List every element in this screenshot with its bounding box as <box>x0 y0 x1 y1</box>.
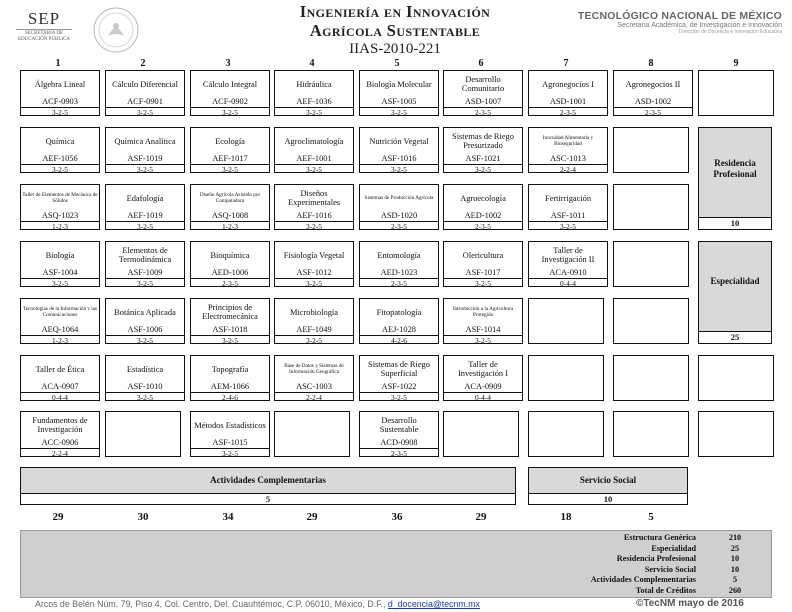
course-key: ASD-1001 <box>549 97 587 106</box>
course-credits: 2-3-5 <box>529 107 607 117</box>
course-name: Química Analítica <box>114 136 176 146</box>
course-key: ASQ-1023 <box>41 211 79 220</box>
course-name: Base de Datos y Sistemas de Información Geográfica <box>284 363 344 375</box>
course-credits: 3-2-5 <box>106 335 184 345</box>
course-name: Hidráulica <box>296 79 332 89</box>
course-credits: 2-3-5 <box>444 221 522 231</box>
course-name: Sistemas de Riego Superficial <box>368 360 430 378</box>
course-card <box>274 184 354 230</box>
course-key: ASF-1012 <box>296 268 332 277</box>
course-card <box>359 127 439 173</box>
course-name: Agronegocios II <box>625 79 681 89</box>
course-card <box>190 70 270 116</box>
course-credits: 3-2-5 <box>275 107 353 117</box>
course-key: ASF-1016 <box>381 154 417 163</box>
summary-value: 260 <box>728 586 742 595</box>
empty-slot <box>613 411 689 457</box>
semester-header: 2 <box>140 58 146 69</box>
actividades-title: Actividades Complementarias <box>210 475 326 485</box>
course-card <box>190 127 270 173</box>
sep-logo-sub2: EDUCACIÓN PÚBLICA <box>17 37 71 42</box>
course-name: Taller de Elementos de Mecánica de Sólidos <box>22 192 98 204</box>
summary-label: Estructura Genérica <box>623 533 696 542</box>
course-card <box>528 70 608 116</box>
course-name: Taller de Ética <box>35 364 85 374</box>
especialidad-title: Especialidad <box>710 276 760 286</box>
course-name: Diseño Agrícola Asistido por Computadora <box>199 192 261 204</box>
course-name: Taller de Investigación II <box>541 246 595 264</box>
course-name: Química <box>45 136 75 146</box>
course-name: Diseños Experimentales <box>287 189 341 207</box>
course-key: ASF-1010 <box>127 382 163 391</box>
course-key: ASF-1009 <box>127 268 163 277</box>
course-key: ASD-1002 <box>634 97 672 106</box>
course-card <box>274 355 354 401</box>
course-name: Sistemas de Riego Presurizado <box>452 132 514 150</box>
course-card <box>359 411 439 457</box>
residencia-credits: 10 <box>699 217 771 229</box>
course-card <box>20 411 100 457</box>
course-key: AEF-1049 <box>296 325 332 334</box>
empty-slot <box>698 70 774 116</box>
course-card <box>20 355 100 401</box>
course-name: Agroecología <box>460 193 506 203</box>
empty-slot <box>274 411 350 457</box>
course-name: Ecología <box>215 136 245 146</box>
course-name: Métodos Estadísticos <box>194 420 266 430</box>
course-name: Microbiología <box>290 307 338 317</box>
course-credits: 3-2-5 <box>106 278 184 288</box>
tecnm-header <box>552 10 782 35</box>
course-credits: 3-2-5 <box>191 107 269 117</box>
course-card <box>20 70 100 116</box>
course-key: ACC-0906 <box>41 438 79 447</box>
email-link[interactable]: d_docencia@tecnm.mx <box>387 599 480 609</box>
course-key: ASD-1007 <box>464 97 502 106</box>
course-card <box>443 70 523 116</box>
course-credits: 0-4-4 <box>529 278 607 288</box>
course-credits: 3-2-5 <box>21 164 99 174</box>
empty-slot <box>528 298 604 344</box>
empty-slot <box>613 184 689 230</box>
course-key: ASF-1006 <box>127 325 163 334</box>
course-key: ASF-1015 <box>212 438 248 447</box>
course-credits: 1-2-3 <box>21 221 99 231</box>
semester-header: 1 <box>55 58 61 69</box>
course-key: ACF-0903 <box>42 97 78 106</box>
course-card <box>105 127 185 173</box>
summary-value: 10 <box>730 554 740 564</box>
semester-total: 34 <box>222 511 234 523</box>
course-credits: 3-2-5 <box>106 107 184 117</box>
empty-slot <box>443 411 519 457</box>
empty-slot <box>528 355 604 401</box>
course-key: ACA-0909 <box>464 382 502 391</box>
summary-value: 10 <box>730 564 740 574</box>
course-name: Cálculo Integral <box>202 79 258 89</box>
course-credits: 3-2-5 <box>360 392 438 402</box>
course-card <box>20 241 100 287</box>
course-key: ASQ-1008 <box>211 211 249 220</box>
page-title <box>240 2 550 58</box>
semester-header: 7 <box>563 58 569 69</box>
course-key: ASF-1018 <box>212 325 248 334</box>
course-credits: 1-2-3 <box>191 221 269 231</box>
course-credits: 3-2-5 <box>275 221 353 231</box>
course-key: AED-1023 <box>380 268 418 277</box>
course-key: AEF-1001 <box>296 154 332 163</box>
semester-total: 30 <box>137 511 149 523</box>
course-key: AEM-1066 <box>210 382 250 391</box>
course-credits: 3-2-5 <box>360 107 438 117</box>
course-card <box>274 298 354 344</box>
course-credits: 2-3-5 <box>444 107 522 117</box>
tecnm-name: TECNOLÓGICO NACIONAL DE MÉXICO <box>577 10 782 22</box>
course-key: ACF-0902 <box>212 97 248 106</box>
course-card <box>105 298 185 344</box>
course-key: AEF-1036 <box>296 97 332 106</box>
course-name: Fundamentos de Investigación <box>32 416 88 434</box>
course-key: ACF-0901 <box>127 97 163 106</box>
course-card <box>443 127 523 173</box>
summary-label: Especialidad <box>651 543 696 553</box>
footer-address <box>35 599 480 609</box>
course-key: ASC-1003 <box>296 382 332 391</box>
summary-value: 210 <box>728 533 742 542</box>
semester-header: 6 <box>478 58 484 69</box>
course-key: ASF-1017 <box>465 268 501 277</box>
course-key: ACD-0908 <box>380 438 418 447</box>
summary-value: 5 <box>732 575 738 585</box>
course-card <box>105 70 185 116</box>
course-credits: 3-2-5 <box>444 335 522 345</box>
course-card <box>528 184 608 230</box>
course-credits: 3-2-5 <box>444 164 522 174</box>
course-card <box>443 241 523 287</box>
residencia-title: Residencia Profesional <box>713 158 757 179</box>
course-key: AEF-1017 <box>212 154 248 163</box>
course-name: Estadística <box>126 364 164 374</box>
course-card <box>190 411 270 457</box>
course-name: Fitopatología <box>376 307 422 317</box>
semester-header: 5 <box>394 58 400 69</box>
course-card <box>443 298 523 344</box>
course-name: Edafología <box>126 193 164 203</box>
course-name: Elementos de Termodinámica <box>118 246 172 264</box>
course-card <box>190 355 270 401</box>
empty-slot <box>698 411 774 457</box>
course-key: ASD-1020 <box>380 211 418 220</box>
course-credits: 1-2-3 <box>21 335 99 345</box>
course-card <box>20 298 100 344</box>
tecnm-secretaria: Secretaría Académica, de Investigación e Innovación <box>617 22 782 29</box>
semester-total: 29 <box>52 511 64 523</box>
course-key: ASC-1013 <box>550 154 586 163</box>
summary-label: Actividades Complementarias <box>590 575 696 585</box>
course-card <box>613 70 693 116</box>
semester-total: 36 <box>391 511 403 523</box>
course-credits: 3-2-5 <box>275 278 353 288</box>
course-card <box>359 70 439 116</box>
empty-slot <box>105 411 181 457</box>
sep-logo-divider <box>16 29 72 30</box>
empty-slot <box>698 355 774 401</box>
course-card <box>443 184 523 230</box>
summary-label: Total de Créditos <box>635 586 696 595</box>
course-name: Inocuidad Alimentaria y Bioseguridad <box>542 135 594 147</box>
semester-header: 4 <box>309 58 315 69</box>
empty-slot <box>613 127 689 173</box>
course-name: Tecnologías de la Información y las Comunicaciones <box>22 306 98 318</box>
course-card <box>190 298 270 344</box>
course-credits: 3-2-5 <box>21 107 99 117</box>
course-credits: 2-4-6 <box>191 392 269 402</box>
course-key: ASF-1005 <box>381 97 417 106</box>
course-key: AED-1006 <box>211 268 249 277</box>
course-name: Introducción a la Agricultura Protegida <box>452 306 514 318</box>
course-name: Nutrición Vegetal <box>369 136 429 146</box>
sep-logo-text: SEP <box>27 9 61 28</box>
semester-total: 18 <box>560 511 572 523</box>
sep-logo <box>8 10 80 54</box>
course-key: AEQ-1064 <box>41 325 79 334</box>
semester-total: 29 <box>475 511 487 523</box>
course-name: Topografía <box>211 364 249 374</box>
summary-label: Servicio Social <box>644 564 696 574</box>
course-key: ASF-1014 <box>465 325 501 334</box>
course-key: ACA-0910 <box>549 268 587 277</box>
course-card <box>359 241 439 287</box>
course-card <box>528 241 608 287</box>
course-card <box>20 127 100 173</box>
course-credits: 3-2-5 <box>275 164 353 174</box>
course-credits: 3-2-5 <box>106 164 184 174</box>
course-key: ACA-0907 <box>41 382 79 391</box>
course-credits: 2-3-5 <box>614 107 692 117</box>
title-line-1: Ingeniería en Innovación <box>299 2 491 21</box>
course-credits: 3-2-5 <box>444 278 522 288</box>
course-key: AEJ-1028 <box>382 325 416 334</box>
copyright: ©TecNM mayo de 2016 <box>636 598 744 609</box>
course-card <box>190 241 270 287</box>
course-credits: 2-2-4 <box>21 448 99 458</box>
course-credits: 3-2-5 <box>106 221 184 231</box>
plan-code: IIAS-2010-221 <box>349 41 441 57</box>
semester-total: 5 <box>648 511 654 523</box>
address-text: Arcos de Belén Núm. 79, Piso 4, Col. Centro, Del. Cuauhtémoc, C.P. 06010, México, D.F., <box>35 599 388 609</box>
course-credits: 2-2-4 <box>529 164 607 174</box>
course-card <box>359 184 439 230</box>
residencia-block <box>698 127 772 230</box>
course-name: Entomología <box>377 250 421 260</box>
course-credits: 2-3-5 <box>360 278 438 288</box>
title-line-2: Agrícola Sustentable <box>309 21 481 40</box>
course-name: Botánica Aplicada <box>114 307 176 317</box>
course-card <box>528 127 608 173</box>
servicio-credits: 10 <box>529 493 687 504</box>
course-credits: 3-2-5 <box>21 278 99 288</box>
course-name: Cálculo Diferencial <box>112 79 178 89</box>
course-credits: 2-3-5 <box>191 278 269 288</box>
summary-value: 25 <box>730 543 740 553</box>
course-credits: 3-2-5 <box>106 392 184 402</box>
course-credits: 3-2-5 <box>191 164 269 174</box>
course-credits: 0-4-4 <box>444 392 522 402</box>
course-key: ASF-1004 <box>42 268 78 277</box>
empty-slot <box>528 411 604 457</box>
course-card <box>359 298 439 344</box>
course-key: AED-1002 <box>464 211 502 220</box>
course-card <box>359 355 439 401</box>
course-credits: 3-2-5 <box>191 335 269 345</box>
sep-logo-sub1: SECRETARÍA DE <box>24 31 64 36</box>
course-name: Sistemas de Producción Agrícola <box>364 195 434 201</box>
course-credits: 3-2-5 <box>275 335 353 345</box>
course-name: Álgebra Lineal <box>34 79 86 89</box>
course-key: ASF-1021 <box>465 154 501 163</box>
empty-slot <box>613 355 689 401</box>
course-credits: 0-4-4 <box>21 392 99 402</box>
course-credits: 3-2-5 <box>191 448 269 458</box>
course-name: Fisiología Vegetal <box>283 250 345 260</box>
national-seal-icon <box>92 6 140 54</box>
course-card <box>443 355 523 401</box>
semester-header: 9 <box>733 58 739 69</box>
course-name: Bioquímica <box>210 250 250 260</box>
course-key: AEF-1019 <box>127 211 163 220</box>
course-card <box>274 241 354 287</box>
course-name: Desarrollo Comunitario <box>461 75 505 93</box>
actividades-complementarias-band <box>20 467 516 505</box>
course-card <box>274 127 354 173</box>
course-name: Biología Molecular <box>366 79 432 89</box>
semester-header: 8 <box>648 58 654 69</box>
course-name: Agronegocios I <box>542 79 594 89</box>
course-credits: 3-2-5 <box>360 164 438 174</box>
empty-slot <box>613 298 689 344</box>
course-name: Fertirrigación <box>544 193 592 203</box>
semester-total: 29 <box>306 511 318 523</box>
course-name: Olericultura <box>462 250 504 260</box>
course-name: Desarrollo Sustentable <box>379 416 419 434</box>
empty-slot <box>613 241 689 287</box>
course-credits: 3-2-5 <box>529 221 607 231</box>
especialidad-credits: 25 <box>699 331 771 343</box>
course-name: Biología <box>45 250 75 260</box>
course-credits: 4-2-6 <box>360 335 438 345</box>
servicio-social-band <box>528 467 688 505</box>
course-credits: 2-3-5 <box>360 448 438 458</box>
semester-header: 3 <box>225 58 231 69</box>
especialidad-block <box>698 241 772 344</box>
tecnm-direccion: Dirección de Docencia e Innovación Educativa <box>678 29 782 35</box>
course-name: Agroclimatología <box>284 136 344 146</box>
course-card <box>105 241 185 287</box>
course-key: AEF-1016 <box>296 211 332 220</box>
course-name: Taller de Investigación I <box>457 360 508 378</box>
course-card <box>105 184 185 230</box>
course-key: AEF-1056 <box>42 154 78 163</box>
course-key: ASF-1022 <box>381 382 417 391</box>
course-card <box>20 184 100 230</box>
course-credits: 2-2-4 <box>275 392 353 402</box>
course-card <box>274 70 354 116</box>
course-key: ASF-1019 <box>127 154 163 163</box>
course-card <box>105 355 185 401</box>
course-card <box>190 184 270 230</box>
course-key: ASF-1011 <box>550 211 586 220</box>
actividades-credits: 5 <box>21 493 515 504</box>
summary-label: Residencia Profesional <box>616 554 696 564</box>
course-credits: 2-3-5 <box>360 221 438 231</box>
servicio-title: Servicio Social <box>579 475 637 485</box>
course-name: Principios de Electromecánica <box>202 303 258 321</box>
